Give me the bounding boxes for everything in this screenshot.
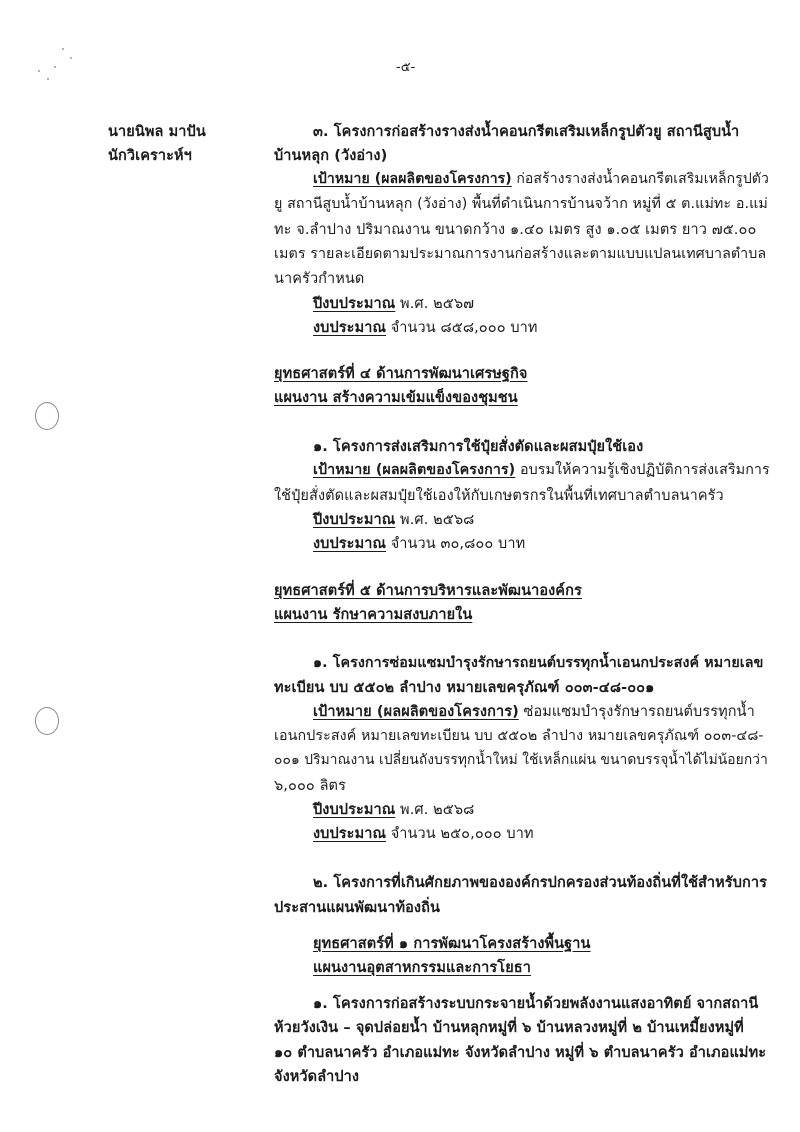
s5-project-1-target-line-4: ๖,๐๐๐ ลิตร — [274, 778, 346, 794]
s4-project-1-target-line-2: ใช้ปุ๋ยสั่งตัดและผสมปุ๋ยใช้เองให้กับเกษตรกรในพื้นที่เทศบาลตำบลนาครัว — [274, 488, 724, 504]
target-label: เป้าหมาย (ผลผลิตของโครงการ) — [313, 171, 512, 187]
budget-value: จำนวน ๘๕๘,๐๐๐ บาท — [386, 320, 538, 336]
strategy-5-plan: แผนงาน รักษาความสงบภายใน — [274, 607, 473, 623]
target-text: อบรมให้ความรู้เชิงปฏิบัติการส่งเสริมการ — [515, 462, 770, 478]
s5-project-1-target-line-1 — [313, 700, 755, 723]
scan-speck — [70, 57, 72, 59]
s5-project-1-target-line-2: เอนกประสงค์ หมายเลขทะเบียน บบ ๕๕๐๒ ลำปาง หมายเลขครุภัณฑ์ ๐๐๓-๔๘- — [274, 728, 764, 744]
s4-project-1-budget — [313, 532, 525, 555]
project-3-target-line-3: ทะ จ.ลำปาง ปริมาณงาน ขนาดกว้าง ๑.๔๐ เมตร สูง ๑.๐๕ เมตร ยาว ๗๕.๐๐ — [274, 222, 757, 238]
s5-project-1-heading-line-1: ๑. โครงการซ่อมแซมบำรุงรักษารถยนต์บรรทุกน้ำเอนกประสงค์ หมายเลข — [313, 655, 764, 671]
project-3-target-line-4: เมตร รายละเอียดตามประมาณการงานก่อสร้างและตามแบบแปลนเทศบาลตำบล — [274, 246, 767, 262]
target-label: เป้าหมาย (ผลผลิตของโครงการ) — [313, 704, 519, 720]
project-3-heading-line-1: ๓. โครงการก่อสร้างรางส่งน้ำคอนกรีตเสริมเหล็กรูปตัวยู สถานีสูบน้ำ — [313, 124, 740, 140]
s2-project-1-line-4: จังหวัดลำปาง — [274, 1069, 360, 1085]
strategy-4-title: ยุทธศาสตร์ที่ ๔ ด้านการพัฒนาเศรษฐกิจ — [274, 366, 528, 382]
official-name: นายนิพล มาปัน — [108, 124, 206, 140]
s2-project-1-line-2: ห้วยวังเงิน – จุดปล่อยน้ำ บ้านหลุกหมู่ที่ ๖ บ้านหลวงหมู่ที่ ๒ บ้านเหมี้ยงหมู่ที่ — [274, 1020, 744, 1036]
fiscal-year-value: พ.ศ. ๒๕๖๘ — [395, 802, 475, 818]
budget-label: งบประมาณ — [313, 320, 387, 336]
s2-project-1-line-3: ๑๐ ตำบลนาครัว อำเภอแม่ทะ จังหวัดลำปาง หมู่ที่ ๖ ตำบลนาครัว อำเภอแม่ทะ — [274, 1045, 767, 1061]
section-2-plan: แผนงานอุตสาหกรรมและการโยธา — [313, 960, 531, 976]
binder-hole-icon — [35, 402, 59, 430]
budget-value: จำนวน ๒๕๐,๐๐๐ บาท — [386, 826, 534, 842]
s5-project-1-target-line-3: ๐๐๑ ปริมาณงาน เปลี่ยนถังบรรทุกน้ำใหม่ ใช้เหล็กแผ่น ขนาดบรรจุน้ำได้ไม่น้อยกว่า — [274, 752, 768, 768]
s4-project-1-fiscal-year — [313, 508, 474, 531]
section-2-heading-line-1: ๒. โครงการที่เกินศักยภาพขององค์กรปกครองส่วนท้องถิ่นที่ใช้สำหรับการ — [313, 875, 768, 891]
s2-project-1-line-1: ๑. โครงการก่อสร้างระบบกระจายน้ำด้วยพลังงานแสงอาทิตย์ จากสถานี — [313, 996, 759, 1012]
scan-speck — [62, 48, 64, 50]
project-3-fiscal-year — [313, 292, 474, 315]
budget-label: งบประมาณ — [313, 826, 387, 842]
scan-speck — [47, 78, 49, 80]
s4-project-1-target-line-1 — [313, 459, 770, 481]
s5-project-1-heading-line-2: ทะเบียน บบ ๕๕๐๒ ลำปาง หมายเลขครุภัณฑ์ ๐๐๓-๔๘-๐๐๑ — [274, 680, 655, 696]
project-3-heading-line-2: บ้านหลุก (วังอ่าง) — [274, 148, 388, 164]
project-3-budget — [313, 316, 538, 339]
project-3-target-line-1 — [313, 168, 769, 190]
fiscal-year-value: พ.ศ. ๒๕๖๘ — [395, 512, 475, 528]
s4-project-1-heading: ๑. โครงการส่งเสริมการใช้ปุ๋ยสั่งตัดและผสมปุ๋ยใช้เอง — [313, 439, 644, 455]
section-2-strategy-title: ยุทธศาสตร์ที่ ๑ การพัฒนาโครงสร้างพื้นฐาน — [313, 936, 591, 952]
scan-speck — [54, 66, 56, 68]
strategy-5-title: ยุทธศาสตร์ที่ ๕ ด้านการบริหารและพัฒนาองค์กร — [274, 583, 582, 599]
s5-project-1-budget — [313, 822, 534, 845]
budget-label: งบประมาณ — [313, 536, 387, 552]
fiscal-year-label: ปีงบประมาณ — [313, 512, 396, 528]
target-label: เป้าหมาย (ผลผลิตของโครงการ) — [313, 462, 516, 478]
strategy-4-plan: แผนงาน สร้างความเข้มแข็งของชุมชน — [274, 390, 518, 406]
target-text: ก่อสร้างรางส่งน้ำคอนกรีตเสริมเหล็กรูปตัว — [511, 171, 769, 187]
s5-project-1-fiscal-year — [313, 798, 474, 821]
project-3-target-line-2: ยู สถานีสูบน้ำบ้านหลุก (วังอ่าง) พื้นที่ดำเนินการบ้านจว้าก หมู่ที่ ๕ ต.แม่ทะ อ.แม่ — [274, 196, 768, 212]
section-2-heading-line-2: ประสานแผนพัฒนาท้องถิ่น — [274, 900, 440, 916]
project-3-target-line-5: นาครัวกำหนด — [274, 271, 365, 287]
target-text: ซ่อมแซมบำรุงรักษารถยนต์บรรทุกน้ำ — [518, 704, 755, 720]
official-title: นักวิเคราะห์ฯ — [108, 148, 192, 164]
fiscal-year-label: ปีงบประมาณ — [313, 802, 396, 818]
fiscal-year-value: พ.ศ. ๒๕๖๗ — [395, 296, 475, 312]
scan-speck — [38, 70, 40, 72]
page-number: -๕- — [396, 60, 416, 75]
binder-hole-icon — [35, 707, 59, 735]
fiscal-year-label: ปีงบประมาณ — [313, 296, 396, 312]
budget-value: จำนวน ๓๐,๘๐๐ บาท — [386, 536, 526, 552]
